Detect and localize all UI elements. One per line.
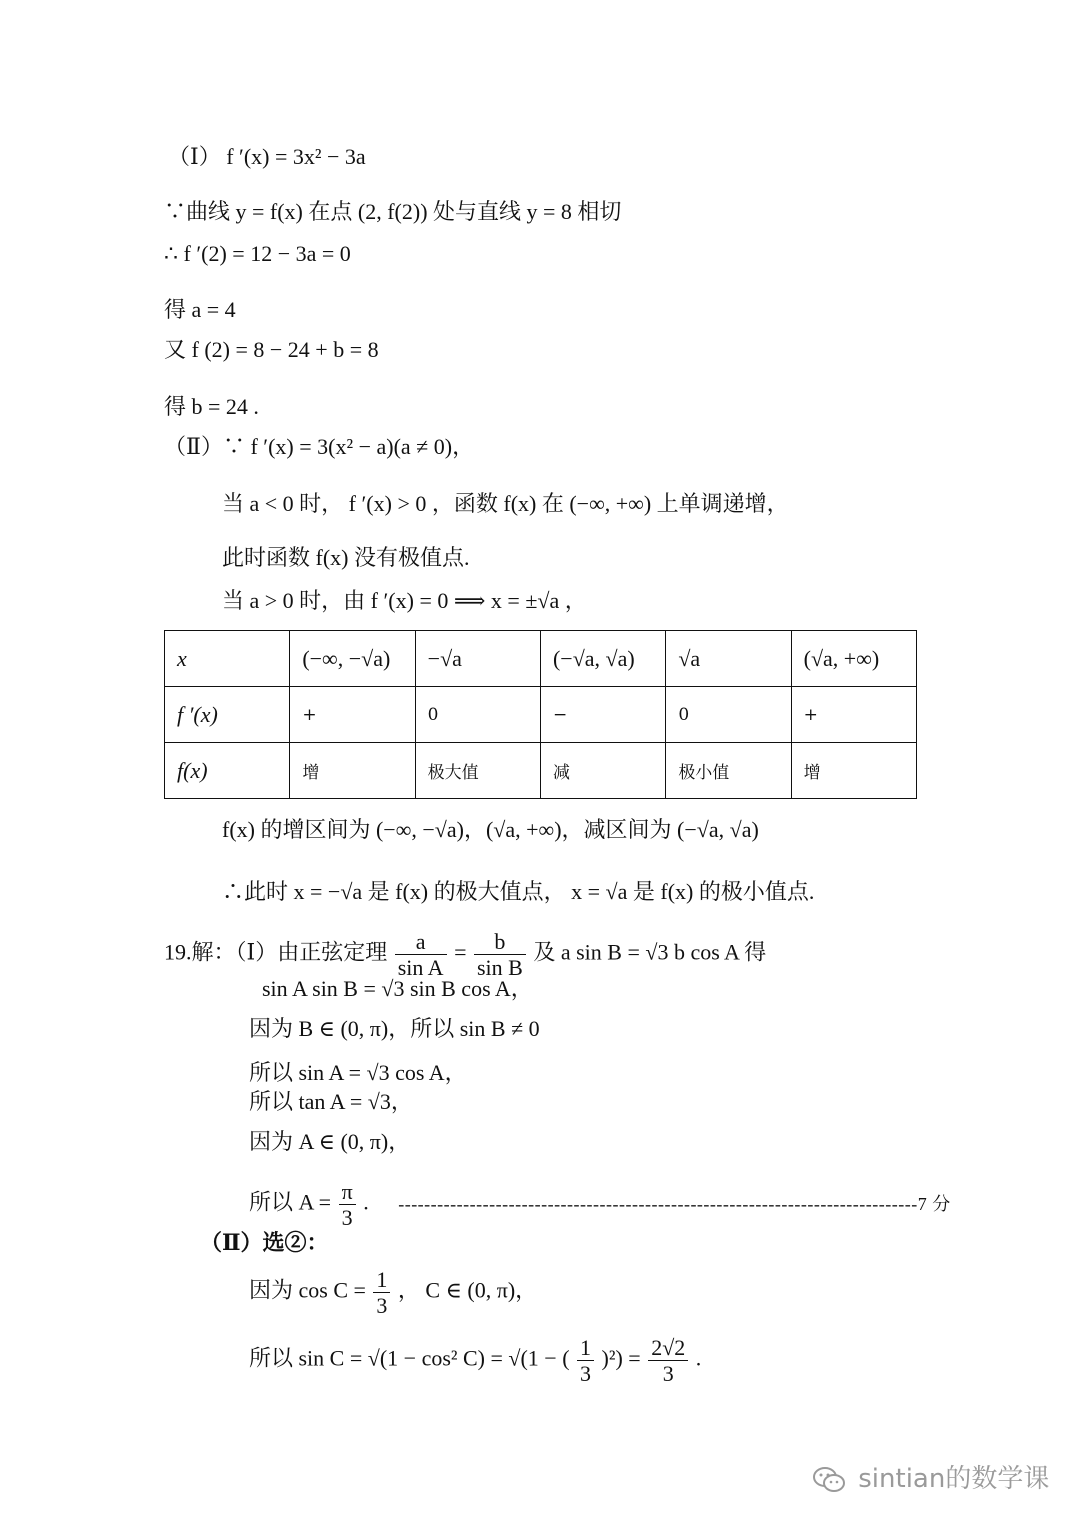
q19-line6: 因为 A ∈ (0, π)， bbox=[249, 1129, 411, 1154]
denominator: sin B bbox=[476, 955, 523, 981]
denominator: 3 bbox=[341, 1205, 353, 1231]
q19b-label: （Ⅱ）选②： bbox=[200, 1230, 329, 1255]
table-row bbox=[165, 743, 917, 799]
part2-after-line1: f(x) 的增区间为 (−∞, −√a)，(√a, +∞)，减区间为 (−√a, √a) bbox=[222, 817, 759, 842]
table-cell: (−∞, −√a) bbox=[290, 631, 415, 687]
numerator: π bbox=[339, 1180, 356, 1205]
fraction bbox=[648, 1336, 688, 1385]
table-cell: 0 bbox=[666, 687, 791, 743]
table-cell: + bbox=[290, 687, 415, 743]
table-cell: + bbox=[791, 687, 916, 743]
denominator: 3 bbox=[376, 1293, 388, 1319]
part2-after-line2: ∴此时 x = −√a 是 f(x) 的极大值点， x = √a 是 f(x) 的极小值点. bbox=[222, 879, 815, 904]
period: . bbox=[695, 1345, 702, 1371]
q19b-line2-prefix: 所以 sin C = √(1 − cos² C) = √(1 − ( bbox=[249, 1345, 570, 1371]
numerator: 1 bbox=[577, 1336, 594, 1361]
table-cell: −√a bbox=[415, 631, 540, 687]
q19b-line2-mid: )²) = bbox=[601, 1345, 641, 1371]
q19-line3: 因为 B ∈ (0, π)，所以 sin B ≠ 0 bbox=[249, 1016, 540, 1041]
q19-line7 bbox=[249, 1180, 951, 1229]
part2-line4: 当 a > 0 时，由 f ′(x) = 0 ⟹ x = ±√a ， bbox=[222, 588, 587, 613]
q19b-line1 bbox=[249, 1268, 537, 1317]
part1-line2: ∵曲线 y = f(x) 在点 (2, f(2)) 处与直线 y = 8 相切 bbox=[164, 199, 622, 224]
q19-tail: 及 a sin B = √3 b cos A 得 bbox=[533, 939, 767, 965]
fraction bbox=[339, 1180, 356, 1229]
period: . bbox=[363, 1189, 369, 1215]
score-dashes: --------------------------------------------------------------------------------7 分 bbox=[398, 1193, 951, 1214]
fraction bbox=[373, 1268, 390, 1317]
table-cell: (√a, +∞) bbox=[791, 631, 916, 687]
part2-line3: 此时函数 f(x) 没有极值点. bbox=[222, 545, 470, 570]
table-row bbox=[165, 687, 917, 743]
table-cell: (−√a, √a) bbox=[540, 631, 665, 687]
equals: = bbox=[454, 939, 467, 965]
denominator: sin A bbox=[397, 955, 444, 981]
fraction bbox=[395, 930, 447, 979]
numerator: 1 bbox=[373, 1268, 390, 1293]
part2-line1: （Ⅱ）∵ f ′(x) = 3(x² − a)(a ≠ 0)， bbox=[164, 434, 475, 459]
q19-line1 bbox=[164, 930, 766, 979]
q19-line7-prefix: 所以 A = bbox=[249, 1189, 332, 1215]
q19b-line1-suffix: ， C ∈ (0, π)， bbox=[397, 1277, 538, 1303]
table-header-row bbox=[165, 631, 917, 687]
table-cell: 增 bbox=[290, 743, 415, 799]
table-cell: 0 bbox=[415, 687, 540, 743]
fraction bbox=[474, 930, 526, 979]
fraction bbox=[577, 1336, 594, 1385]
part1-line5: 又 f (2) = 8 − 24 + b = 8 bbox=[164, 337, 379, 362]
numerator: 2√2 bbox=[648, 1336, 688, 1361]
part2-line2: 当 a < 0 时， f ′(x) > 0 ，函数 f(x) 在 (−∞, +∞) 上单调递增， bbox=[222, 491, 789, 516]
part1-line1: （Ⅰ） f ′(x) = 3x² − 3a bbox=[168, 144, 366, 169]
table-cell: f ′(x) bbox=[165, 687, 290, 743]
q19-line2: sin A sin B = √3 sin B cos A， bbox=[262, 976, 533, 1001]
table-cell: x bbox=[165, 631, 290, 687]
table-cell: 增 bbox=[791, 743, 916, 799]
q19-label: 19.解：（Ⅰ）由正弦定理 bbox=[164, 939, 388, 965]
q19b-line1-prefix: 因为 cos C = bbox=[249, 1277, 366, 1303]
numerator: b bbox=[474, 930, 526, 955]
watermark-text: sintian的数学课 bbox=[858, 1464, 1050, 1494]
table-cell: − bbox=[540, 687, 665, 743]
denominator: 3 bbox=[580, 1361, 592, 1387]
table-cell: 极大值 bbox=[415, 743, 540, 799]
part1-line3: ∴ f ′(2) = 12 − 3a = 0 bbox=[164, 241, 351, 266]
part1-line6: 得 b = 24 . bbox=[164, 394, 259, 419]
q19-line4: 所以 sin A = √3 cos A， bbox=[249, 1060, 467, 1085]
denominator: 3 bbox=[662, 1361, 674, 1387]
monotonicity-table bbox=[164, 630, 917, 799]
numerator: a bbox=[395, 930, 447, 955]
table-cell: 极小值 bbox=[666, 743, 791, 799]
table-cell: f(x) bbox=[165, 743, 290, 799]
table-cell: √a bbox=[666, 631, 791, 687]
watermark bbox=[812, 1458, 1049, 1495]
table-cell: 减 bbox=[540, 743, 665, 799]
wechat-icon bbox=[812, 1466, 846, 1494]
part1-line4: 得 a = 4 bbox=[164, 297, 236, 322]
q19-line5: 所以 tan A = √3， bbox=[249, 1089, 413, 1114]
q19b-line2 bbox=[249, 1336, 701, 1385]
